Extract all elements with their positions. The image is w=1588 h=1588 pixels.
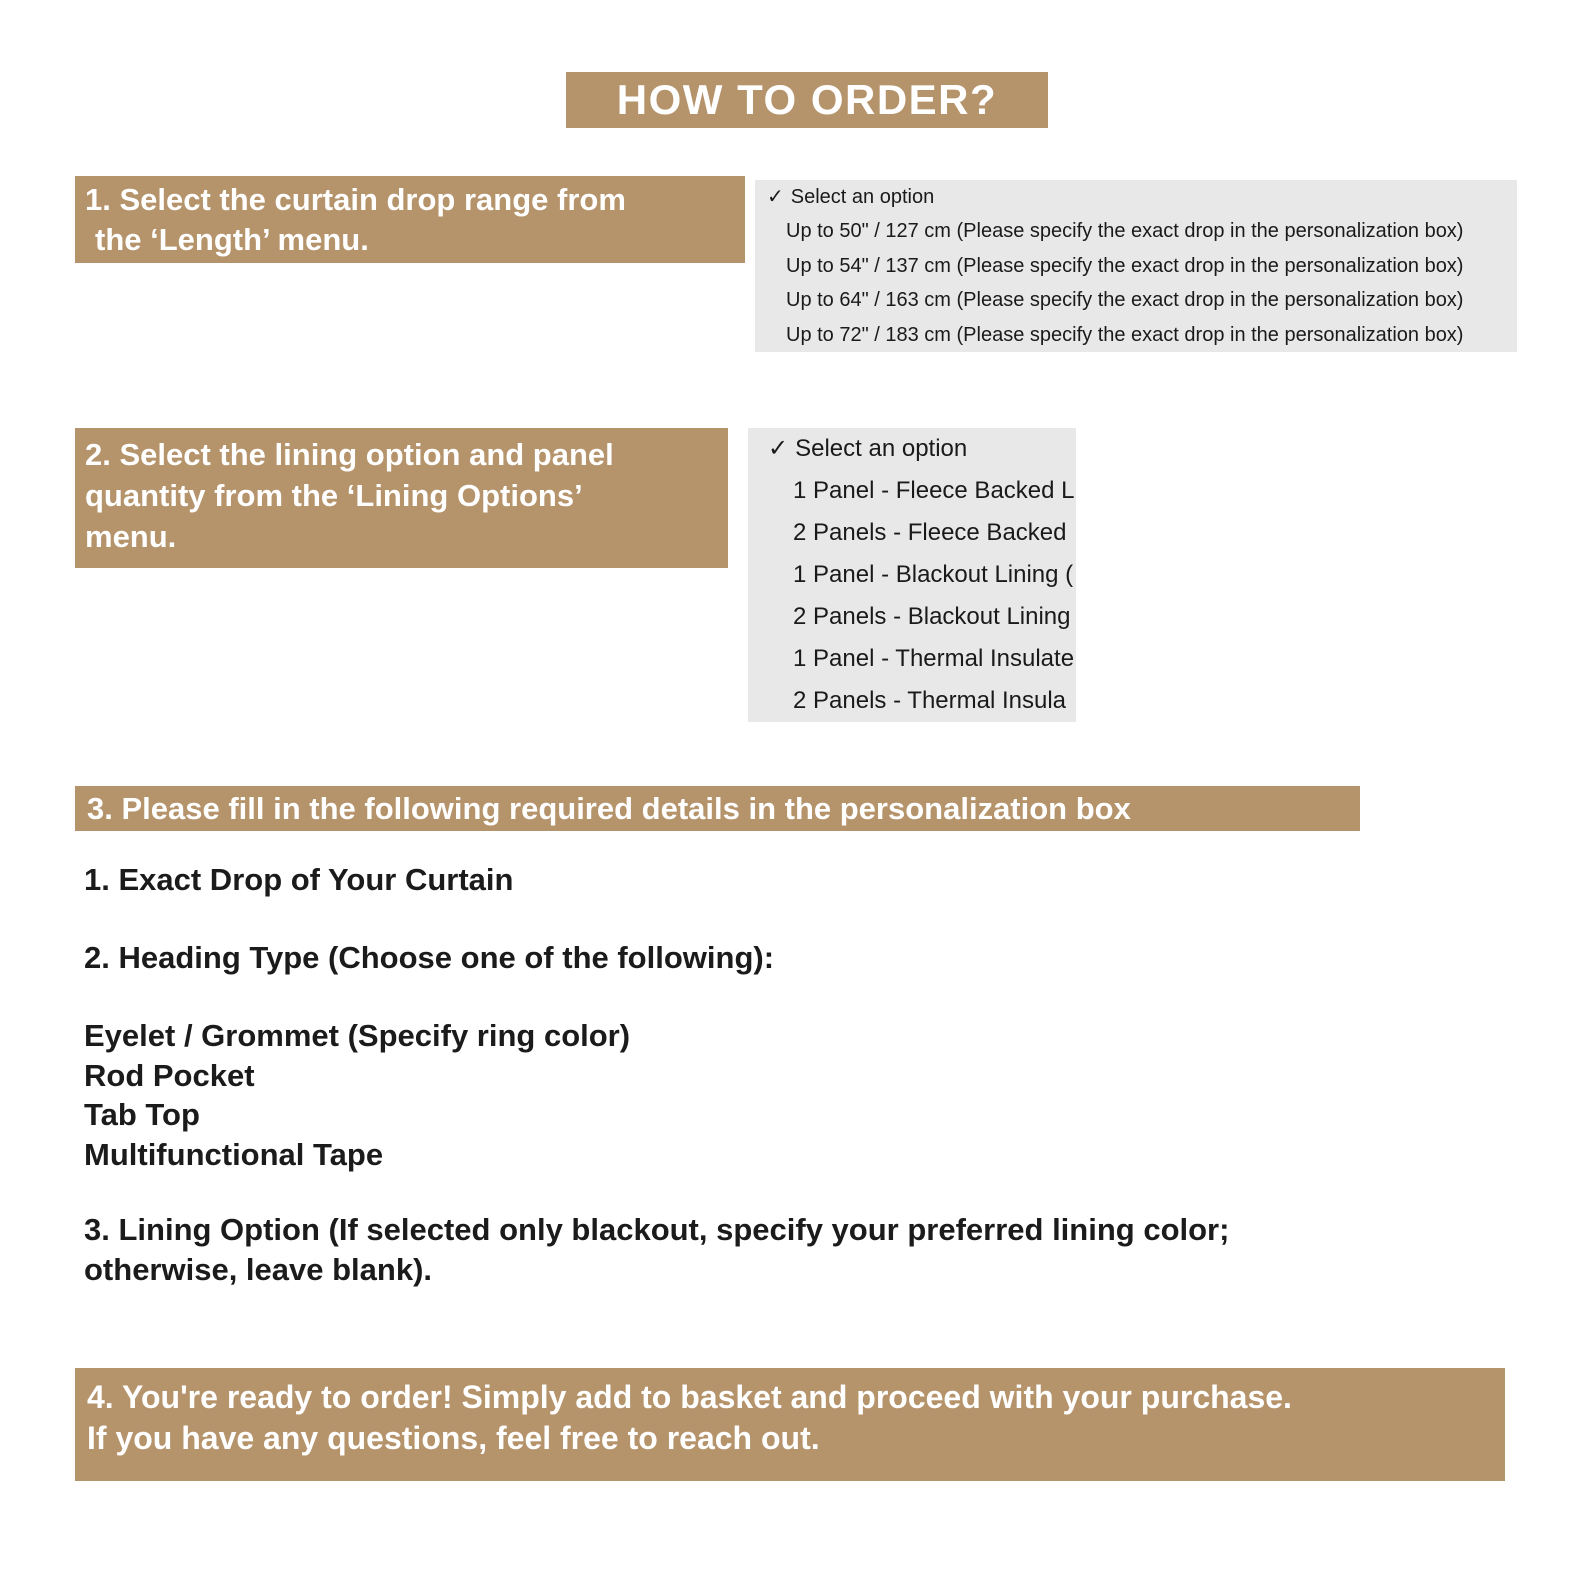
step4-line-2: If you have any questions, feel free to reach out. [87, 1420, 820, 1456]
checkmark-icon: ✓ [768, 435, 789, 462]
lining-menu-option[interactable]: 2 Panels - Blackout Lining [793, 603, 1071, 630]
lining-menu-option[interactable]: 1 Panel - Blackout Lining ( [793, 561, 1074, 588]
lining-menu-option[interactable]: 2 Panels - Fleece Backed [793, 519, 1067, 546]
heading-type-item: Eyelet / Grommet (Specify ring color) [84, 1018, 631, 1053]
checkmark-icon: ✓ [767, 186, 784, 208]
step2-instruction [75, 428, 728, 568]
step2-line-2: quantity from the ‘Lining Options’ [85, 478, 583, 513]
detail-lining-option-line-2: otherwise, leave blank). [84, 1251, 433, 1287]
heading-type-item: Rod Pocket [84, 1057, 255, 1093]
length-menu-selected-label: Select an option [790, 186, 935, 208]
length-menu-selected-row[interactable] [755, 180, 1517, 214]
lining-menu-option[interactable]: 1 Panel - Thermal Insulate [793, 645, 1075, 672]
heading-type-item: Multifunctional Tape [84, 1136, 384, 1172]
step1-instruction [75, 176, 745, 263]
step3-instruction: 3. Please fill in the following required details in the personalization box [75, 786, 1360, 831]
page-title: HOW TO ORDER? [566, 72, 1048, 128]
detail-lining-option-line-1: 3. Lining Option (If selected only blackout, specify your preferred lining color; [84, 1212, 1230, 1247]
lining-menu-option[interactable]: 2 Panels - Thermal Insula [793, 687, 1067, 714]
step4-line-1: 4. You're ready to order! Simply add to basket and proceed with your purchase. [87, 1379, 1292, 1415]
step4-instruction [75, 1368, 1505, 1481]
length-menu-option[interactable]: Up to 72" / 183 cm (Please specify the exact drop in the personalization box) [786, 323, 1464, 346]
lining-menu-options [748, 470, 1076, 722]
lining-menu-option[interactable]: 1 Panel - Fleece Backed L [793, 477, 1075, 504]
step2-line-3: menu. [85, 519, 177, 554]
step1-line-1: 1. Select the curtain drop range from [85, 182, 626, 217]
length-menu-options [755, 214, 1517, 352]
heading-type-item: Tab Top [84, 1097, 200, 1132]
length-menu-option[interactable]: Up to 50" / 127 cm (Please specify the exact drop in the personalization box) [786, 220, 1464, 243]
detail-exact-drop: 1. Exact Drop of Your Curtain [84, 862, 514, 897]
step2-line-1: 2. Select the lining option and panel [85, 437, 614, 472]
heading-type-list [84, 1016, 630, 1174]
lining-menu-selected-label: Select an option [795, 435, 968, 462]
detail-lining-option [84, 1210, 1229, 1289]
step1-line-2: the ‘Length’ menu. [95, 222, 369, 257]
detail-heading-type: 2. Heading Type (Choose one of the following): [84, 940, 775, 975]
lining-menu-selected-row[interactable] [748, 428, 1076, 470]
length-dropdown-menu[interactable] [755, 180, 1517, 352]
length-menu-option[interactable]: Up to 54" / 137 cm (Please specify the exact drop in the personalization box) [786, 254, 1464, 277]
length-menu-option[interactable]: Up to 64" / 163 cm (Please specify the exact drop in the personalization box) [786, 289, 1464, 312]
lining-dropdown-menu[interactable] [748, 428, 1076, 722]
